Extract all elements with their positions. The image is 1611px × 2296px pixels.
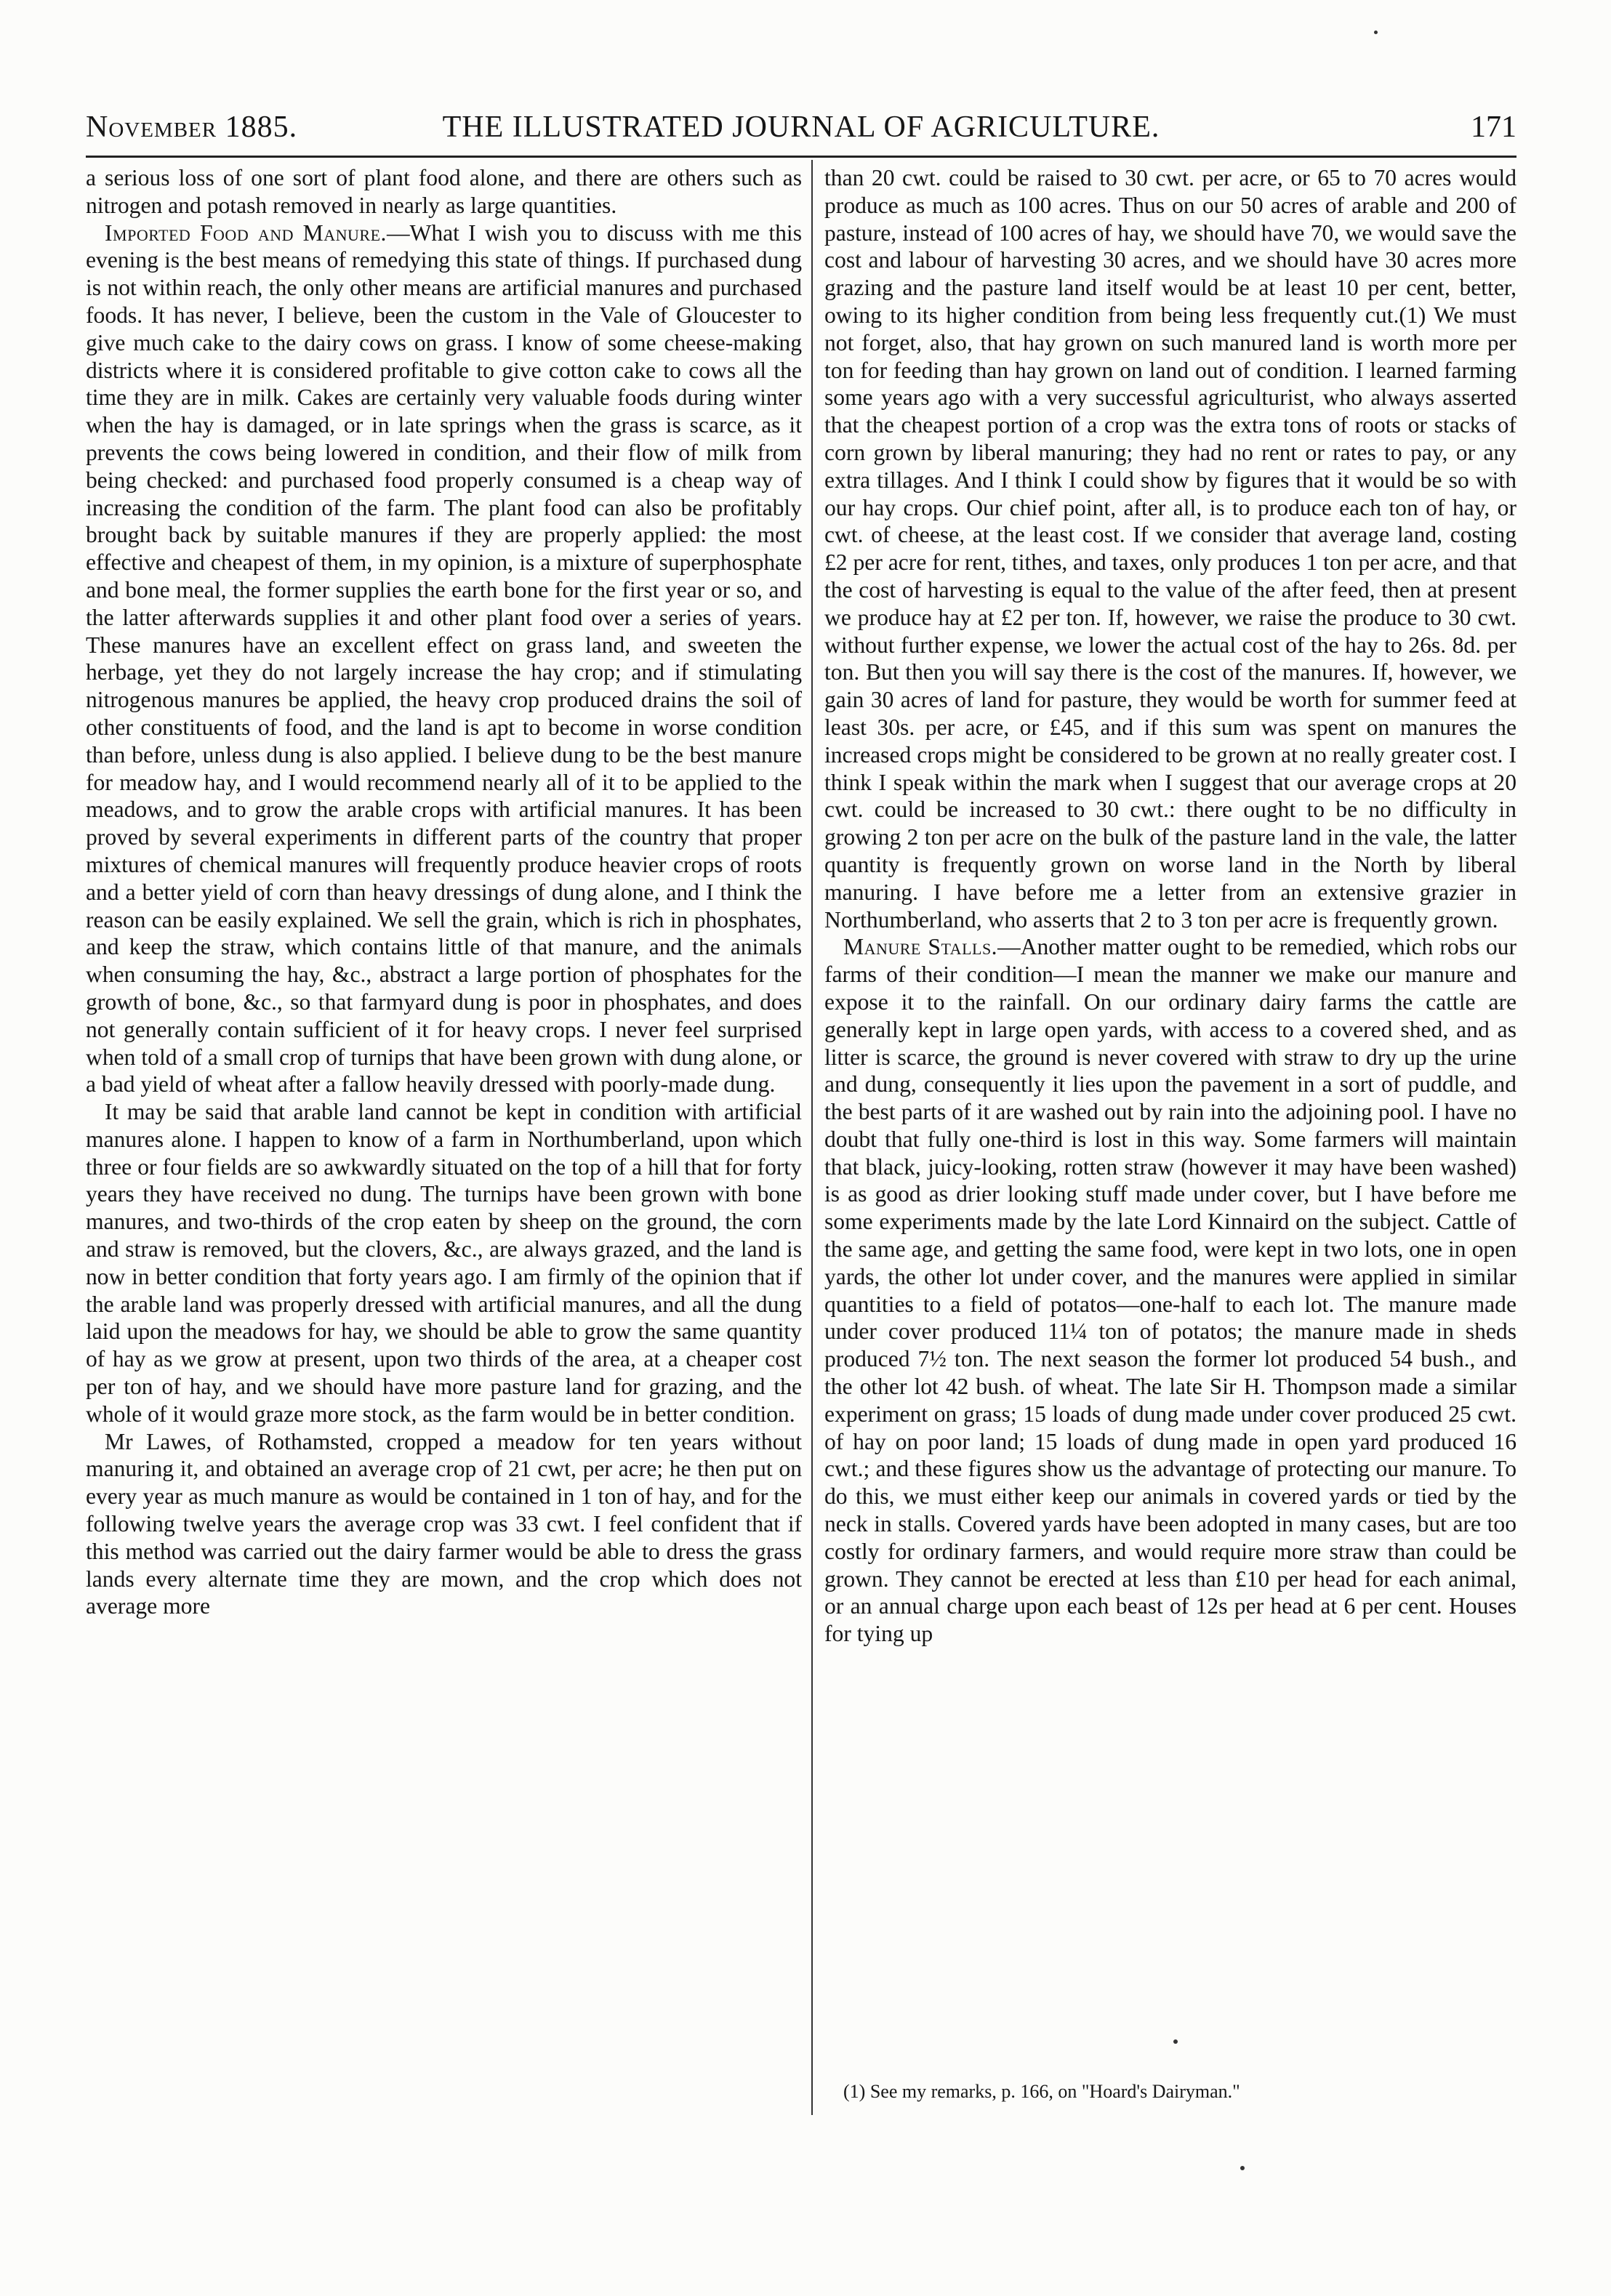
paragraph-body: —Another matter ought to be remedied, which robs our farms of their condition—I mean the manner we make our manure and expose it to the rainfall. On our ordinary dairy farms the cattle are generally kept in large open yards, with access to a covered shed, and as litter is scarce, the ground is never covered with straw to dry up the urine and dung, consequently it lies upon the pavement in a sort of puddle, and the best parts of it are washed out by rain into the adjoining pool. I have no doubt that fully one-third is lost in this way. Some farmers will maintain that black, juicy-looking, rotten straw (however it may have been washed) is as good as drier looking stuff made under cover, but I have before me some experiments made by the late Lord Kinnaird on the subject. Cattle of the same age, and getting the same food, were kept in two lots, one in open yards, the other lot under cover, and the manures were applied in similar quantities to a field of potatos—one-half to each lot. The manure made under cover produced 11¼ ton of potatos; the manure made in sheds produced 7½ ton. The next season the former lot produced 54 bush., and the other lot 42 bush. of wheat. The late Sir H. Thompson made a similar experiment on grass; 15 loads of dung made under cover produced 25 cwt. of hay on poor land; 15 loads of dung made in open yard produced 16 cwt.; and these figures show us the advantage of protecting our manure. To do this, we must either keep our animals in covered yards or tied by the neck in stalls. Covered yards have been adopted in many cases, but are too costly for ordinary farmers, and would require more straw than could be grown. They cannot be erected at less than £10 per head for each animal, or an annual charge upon each beast of 12s per head at 6 per cent. Houses for tying up (824, 934, 1516, 1647)
issue-date: November 1885. (86, 110, 298, 144)
left-column (86, 164, 802, 1620)
paragraph: Mr Lawes, of Rothamsted, cropped a meadow for ten years without manuring it, and obtained an average crop of 21 cwt, per acre; he then put on every year as much manure as would be contained in 1 ton of hay, and for the following twelve years the average crop was 33 cwt. I feel confident that if this method was carried out the dairy farmer would be able to dress the grass lands every alternate time they are mown, and the crop which does not average more (86, 1428, 802, 1619)
paragraph: a serious loss of one sort of plant food alone, and there are others such as nitrogen and potash removed in nearly as large quantities. (86, 165, 802, 218)
page-number: 171 (1471, 110, 1516, 144)
paragraph (86, 219, 802, 1099)
section-heading: Imported Food and Manure. (105, 219, 387, 246)
section-heading: Manure Stalls. (843, 934, 998, 960)
paragraph-body: —What I wish you to discuss with me this evening is the best means of remedying this state of things. If purchased dung is not within reach, the only other means are artificial manures and purchased foods. It has never, I believe, been the custom in the Vale of Gloucester to give much cake to the dairy cows on grass. I know of some cheese-making districts where it is considered profitable to give cotton cake to cows all the time they are in milk. Cakes are certainly very valuable foods during winter when the hay is damaged, or in late springs when the grass is scarce, as it prevents the cows being lowered in condition, and their flow of milk from being checked: and purchased food properly consumed is a cheap way of increasing the condition of the farm. The plant food can also be profitably brought back by suitable manures if they are properly applied: the most effective and cheapest of them, in my opinion, is a mixture of superphosphate and bone meal, the former supplies the earth bone for the first year or so, and the latter afterwards supplies it and other plant food over a series of years. These manures have an excellent effect on grass land, and sweeten the herbage, yet they do not largely increase the hay crop; and if stimulating nitrogenous manures be applied, the heavy crop produced drains the soil of other constituents of food, and the land is apt to become in worse condition than before, unless dung is also applied. I believe dung to be the best manure for meadow hay, and I would recommend nearly all of it to be applied to the meadows, and to grow the arable crops with artificial manures. It has been proved by several experiments in different parts of the country that proper mixtures of chemical manures will frequently produce heavier crops of roots and a better yield of corn than heavy dressings of dung alone, and I think the reason can be easily explained. We sell the grain, which is rich in phosphates, and keep the straw, which contains little of that manure, and the animals when consuming the hay, &c., abstract a large portion of phosphates for the growth of bone, &c., so that farmyard dung is poor in phosphates, and does not generally contain sufficient of it for heavy crops. I never feel surprised when told of a small crop of turnips that have been grown with dung alone, or a bad yield of wheat after a fallow heavily dressed with poorly-made dung. (86, 219, 802, 1097)
print-speck (1374, 31, 1378, 34)
running-head (86, 109, 1516, 145)
paragraph: It may be said that arable land cannot be kept in condition with artificial manures alone. I happen to know of a farm in Northumberland, upon which three or four fields are so awkwardly situated on the top of a hill that for forty years they have received no dung. The turnips have been grown with bone manures, and two-thirds of the crop eaten by sheep on the ground, the corn and straw is removed, but the clovers, &c., are always grazed, and the land is now in better condition that forty years ago. I am firmly of the opinion that if the arable land was properly dressed with artificial manures, and all the dung laid upon the meadows for hay, we should be able to grow the same quantity of hay as we grow at present, upon two thirds of the area, at a cheaper cost per ton of hay, and we should have more pasture land for grazing, and the whole of it would graze more stock, as the farm would be in better condition. (86, 1099, 802, 1427)
journal-title: THE ILLUSTRATED JOURNAL OF AGRICULTURE. (442, 110, 1160, 144)
paragraph: than 20 cwt. could be raised to 30 cwt. per acre, or 65 to 70 acres would produce as much as 100 acres. Thus on our 50 acres of arable and 200 of pasture, instead of 100 acres of hay, we should have 70, we would save the cost and labour of harvesting 30 acres, and we should have 30 acres more grazing and the pasture land itself would be at least 10 per cent, better, owing to its higher condition from being less frequently cut.(1) We must not forget, also, that hay grown on such manured land is worth more per ton for feeding than hay grown on land out of condition. I learned farming some years ago with a very successful agriculturist, who always asserted that the cheapest portion of a crop was the extra tons of roots or stacks of corn grown by liberal manuring; they had no rent or rates to pay, or any extra tillages. And I think I could show by figures that it would be so with our hay crops. Our chief point, after all, is to produce each ton of hay, or cwt. of cheese, at the least cost. If we consider that average land, costing £2 per acre for rent, tithes, and taxes, only produces 1 ton per acre, and that the cost of harvesting is equal to the value of the after feed, then at present we produce hay at £2 per ton. If, however, we raise the produce to 30 cwt. without further expense, we lower the actual cost of the hay to 26s. 8d. per ton. But then you will say there is the cost of the manures. If, however, we gain 30 acres of land for pasture, they would be worth for summer feed at least 30s. per acre, or £45, and if this sum was spent on manures the increased crops might be considered to be grown at no really greater cost. I think I speak within the mark when I suggest that our average crops at 20 cwt. could be increased to 30 cwt.: there ought to be no difficulty in growing 2 ton per acre on the bulk of the pasture land in the vale, the latter quantity is frequently grown on worse land in the North by liberal manuring. I have before me a letter from an extensive grazier in Northumberland, who asserts that 2 to 3 ton per acre is frequently grown. (824, 165, 1516, 933)
column-divider (811, 160, 813, 2115)
paragraph (824, 933, 1516, 1648)
print-speck (1240, 2166, 1245, 2170)
right-column (824, 164, 1516, 1648)
print-speck (1173, 2039, 1178, 2044)
footnote: (1) See my remarks, p. 166, on "Hoard's Dairyman." (843, 2081, 1240, 2102)
header-rule (86, 156, 1516, 158)
